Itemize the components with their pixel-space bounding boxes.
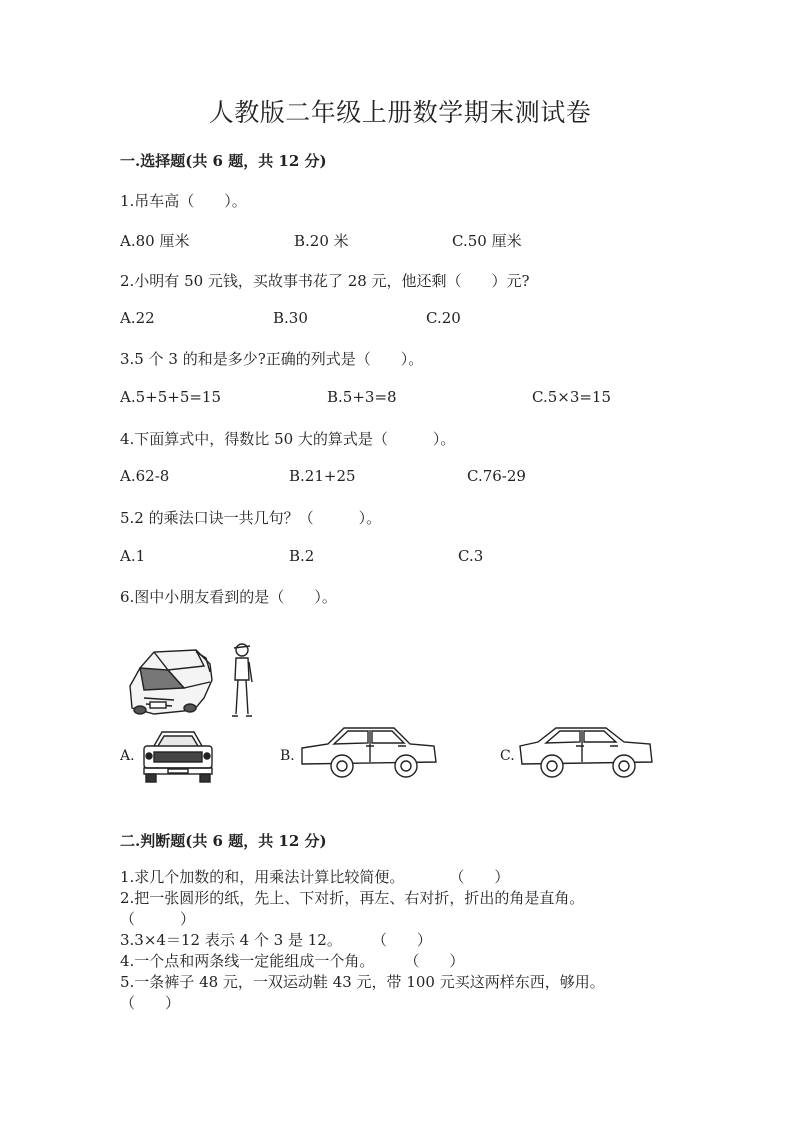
car-side-view-long-picture <box>298 722 440 780</box>
page-title: 人教版二年级上册数学期末测试卷 <box>208 98 592 127</box>
question-2-option-c: C.20 <box>426 309 461 327</box>
question-2-option-b: B.30 <box>273 309 308 327</box>
question-5-option-a: A.1 <box>120 547 146 565</box>
question-1-option-c: C.50 厘米 <box>452 232 522 250</box>
car-and-child-illustration <box>124 638 264 726</box>
car-front-view-picture <box>140 728 216 784</box>
picture-option-a-label: A. <box>120 748 135 764</box>
judge-item-3: 3.3×4＝12 表示 4 个 3 是 12。 （ ） <box>120 931 432 949</box>
judge-item-1: 1.求几个加数的和，用乘法计算比较简便。 （ ） <box>120 868 510 886</box>
judge-item-4: 4.一个点和两条线一定能组成一个角。 （ ） <box>120 952 465 970</box>
question-3: 3.5 个 3 的和是多少?正确的列式是（ ）。 <box>120 350 424 368</box>
question-2-option-a: A.22 <box>120 309 155 327</box>
question-4-option-c: C.76-29 <box>467 467 526 485</box>
question-4: 4.下面算式中，得数比 50 大的算式是（ ）。 <box>120 430 456 448</box>
judge-item-2-blank: （ ） <box>120 910 196 928</box>
picture-option-b-label: B. <box>280 748 295 764</box>
car-side-view-picture <box>516 722 658 780</box>
question-6: 6.图中小朋友看到的是（ ）。 <box>120 588 337 606</box>
question-3-option-c: C.5×3=15 <box>532 388 612 406</box>
question-2: 2.小明有 50 元钱，买故事书花了 28 元，他还剩（ ）元? <box>120 272 530 290</box>
judge-item-2: 2.把一张圆形的纸，先上、下对折，再左、右对折，折出的角是直角。 <box>120 889 585 907</box>
judge-item-5-blank: （ ） <box>120 994 181 1012</box>
question-1-option-b: B.20 米 <box>294 232 349 250</box>
judge-item-5: 5.一条裤子 48 元，一双运动鞋 43 元，带 100 元买这两样东西，够用。 <box>120 973 605 991</box>
question-3-option-a: A.5+5+5=15 <box>120 388 222 406</box>
question-4-option-a: A.62-8 <box>120 467 170 485</box>
question-1: 1.吊车高（ ）。 <box>120 192 247 210</box>
question-5-option-c: C.3 <box>458 547 484 565</box>
section-2-heading: 二.判断题(共 6 题，共 12 分) <box>120 832 327 850</box>
question-4-option-b: B.21+25 <box>289 467 356 485</box>
question-5: 5.2 的乘法口诀一共几句？（ ）。 <box>120 509 382 527</box>
question-3-option-b: B.5+3=8 <box>327 388 397 406</box>
picture-option-c-label: C. <box>500 748 515 764</box>
section-1-heading: 一.选择题(共 6 题，共 12 分) <box>120 152 327 170</box>
question-5-option-b: B.2 <box>289 547 315 565</box>
question-1-option-a: A.80 厘米 <box>120 232 190 250</box>
